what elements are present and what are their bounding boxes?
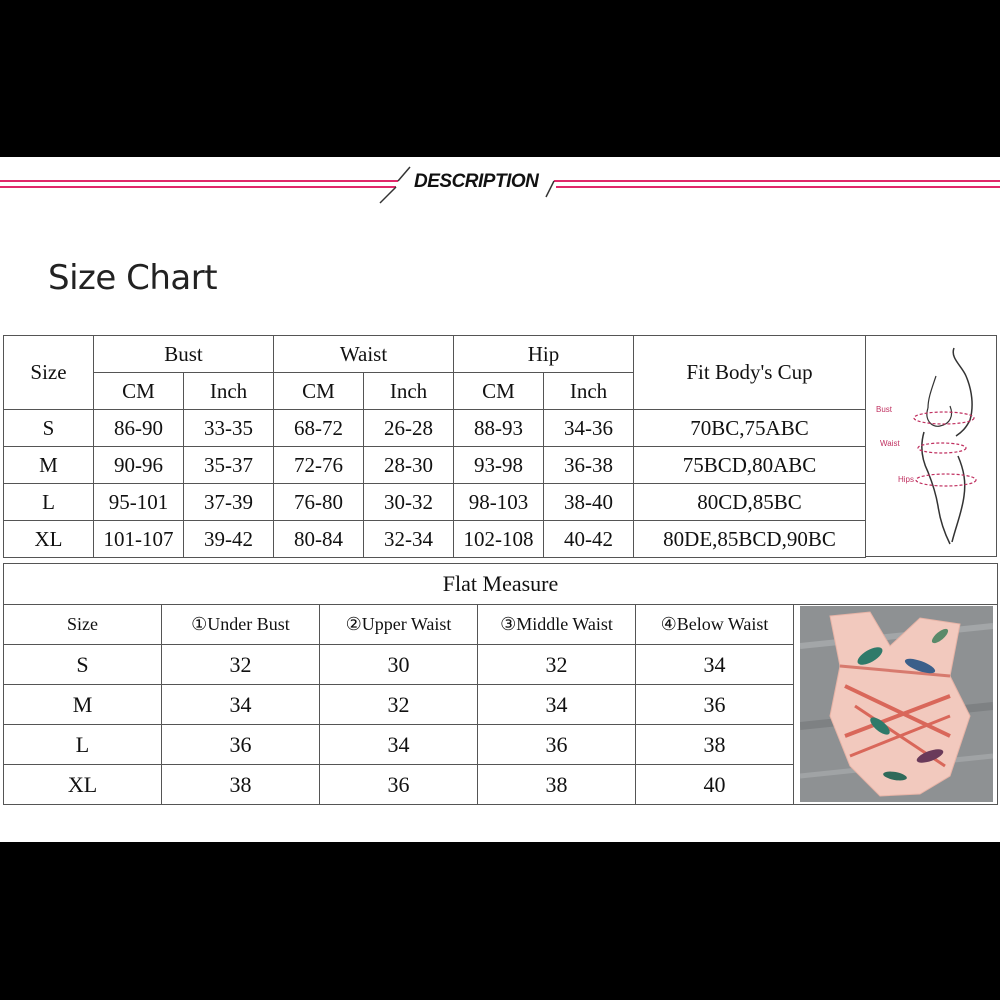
cup-cell: 75BCD,80ABC	[634, 447, 866, 484]
table-cell: 28-30	[364, 447, 454, 484]
cup-cell: 80DE,85BCD,90BC	[634, 521, 866, 558]
cup-cell: 80CD,85BC	[634, 484, 866, 521]
size-chart-table	[3, 335, 866, 558]
waist-label: Waist	[880, 439, 900, 448]
table-cell: 26-28	[364, 410, 454, 447]
size-cell: M	[4, 685, 162, 725]
table-cell: 38	[162, 765, 320, 805]
description-header	[0, 157, 1000, 217]
size-chart-title: Size Chart	[48, 258, 218, 298]
table-cell: 34	[478, 685, 636, 725]
size-cell: S	[4, 410, 94, 447]
flat-title-row	[4, 564, 998, 605]
size-cell: S	[4, 645, 162, 685]
unit-cell: CM	[94, 373, 184, 410]
swimsuit-illustration	[800, 606, 993, 802]
header-row	[4, 336, 866, 373]
under-bust-header: ①Under Bust	[162, 605, 320, 645]
bust-header: Bust	[94, 336, 274, 373]
table-cell: 38	[478, 765, 636, 805]
table-cell: 98-103	[454, 484, 544, 521]
table-cell: 36-38	[544, 447, 634, 484]
size-cell: L	[4, 484, 94, 521]
table-cell: 80-84	[274, 521, 364, 558]
table-cell: 35-37	[184, 447, 274, 484]
hips-label: Hips	[898, 475, 915, 484]
bust-label: Bust	[876, 405, 893, 414]
table-cell: 38-40	[544, 484, 634, 521]
table-cell: 40	[636, 765, 794, 805]
hip-header: Hip	[454, 336, 634, 373]
table-cell: 30	[320, 645, 478, 685]
table-cell: 32	[320, 685, 478, 725]
waist-header: Waist	[274, 336, 454, 373]
body-measure-diagram	[866, 335, 997, 557]
table-cell: 88-93	[454, 410, 544, 447]
description-panel	[0, 157, 1000, 842]
table-cell: 86-90	[94, 410, 184, 447]
table-cell: 36	[636, 685, 794, 725]
upper-waist-header: ②Upper Waist	[320, 605, 478, 645]
table-cell: 95-101	[94, 484, 184, 521]
table-cell: 36	[320, 765, 478, 805]
size-cell: M	[4, 447, 94, 484]
cup-cell: 70BC,75ABC	[634, 410, 866, 447]
table-cell: 34	[162, 685, 320, 725]
table-cell: 102-108	[454, 521, 544, 558]
size-cell: XL	[4, 765, 162, 805]
flat-measure-title: Flat Measure	[4, 564, 998, 605]
body-outline-illustration	[866, 336, 995, 556]
below-waist-header: ④Below Waist	[636, 605, 794, 645]
table-cell: 93-98	[454, 447, 544, 484]
table-row	[4, 521, 866, 558]
table-cell: 34	[636, 645, 794, 685]
table-cell: 36	[478, 725, 636, 765]
swimsuit-photo	[800, 606, 993, 802]
unit-cell: Inch	[544, 373, 634, 410]
table-cell: 37-39	[184, 484, 274, 521]
table-cell: 32	[478, 645, 636, 685]
table-cell: 34-36	[544, 410, 634, 447]
size-header: Size	[4, 336, 94, 410]
unit-cell: Inch	[364, 373, 454, 410]
table-cell: 30-32	[364, 484, 454, 521]
middle-waist-header: ③Middle Waist	[478, 605, 636, 645]
table-row	[4, 447, 866, 484]
table-cell: 68-72	[274, 410, 364, 447]
table-row	[4, 484, 866, 521]
table-cell: 39-42	[184, 521, 274, 558]
table-cell: 90-96	[94, 447, 184, 484]
table-cell: 38	[636, 725, 794, 765]
table-cell: 32-34	[364, 521, 454, 558]
table-cell: 34	[320, 725, 478, 765]
table-cell: 40-42	[544, 521, 634, 558]
table-cell: 36	[162, 725, 320, 765]
size-header: Size	[4, 605, 162, 645]
table-cell: 33-35	[184, 410, 274, 447]
description-title: DESCRIPTION	[414, 171, 539, 192]
table-cell: 76-80	[274, 484, 364, 521]
size-cell: L	[4, 725, 162, 765]
fit-cup-header: Fit Body's Cup	[634, 336, 866, 410]
table-row	[4, 410, 866, 447]
unit-cell: Inch	[184, 373, 274, 410]
table-cell: 32	[162, 645, 320, 685]
unit-cell: CM	[454, 373, 544, 410]
size-cell: XL	[4, 521, 94, 558]
table-cell: 72-76	[274, 447, 364, 484]
table-cell: 101-107	[94, 521, 184, 558]
unit-cell: CM	[274, 373, 364, 410]
